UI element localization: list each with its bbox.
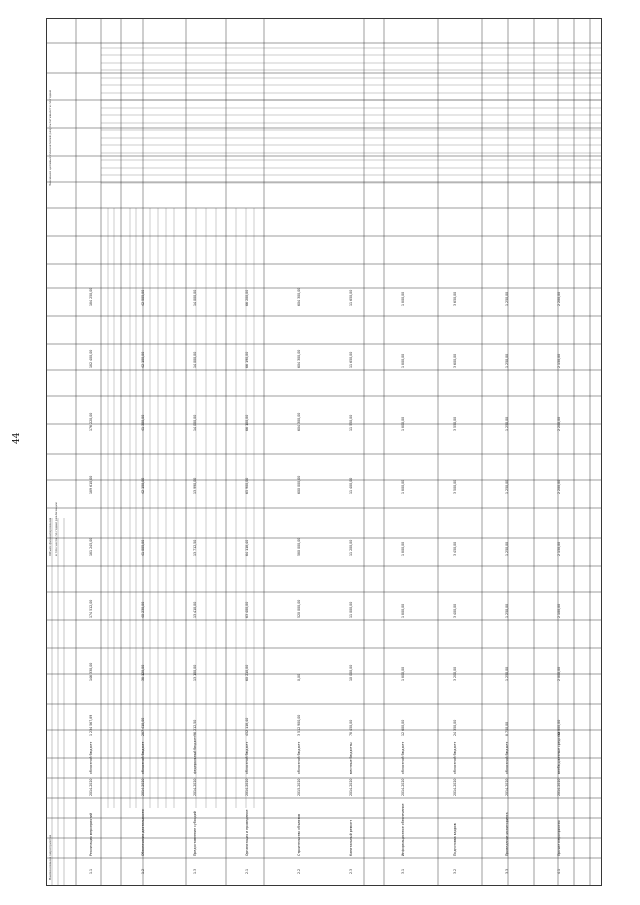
cell-total: 78 450,00 [349, 719, 353, 736]
cell-year-value: 1 250,00 [505, 416, 509, 431]
cell-name: Предоставление субсидий [193, 811, 197, 856]
cell-year-value: 176 220,00 [89, 412, 93, 431]
indicator-header: Значения целевых показателей результативности по годам [48, 90, 52, 186]
cell-year-value: 1 800,00 [401, 353, 405, 368]
cell-year-value: 60 210,00 [245, 664, 249, 681]
cell-year-value: 181 245,00 [89, 537, 93, 556]
cell-year-value: 63 400,00 [245, 601, 249, 618]
cell-year-value: 146 330,00 [89, 662, 93, 681]
cell-term: 2015-2020 [297, 778, 301, 796]
cell-name: Подготовка кадров [453, 823, 457, 856]
cell-name: Проведение мониторинга [505, 812, 509, 856]
cell-total: 452 118,40 [245, 717, 249, 736]
cell-year-value: 13 410,00 [193, 601, 197, 618]
table-content [46, 18, 602, 886]
cell-source: областной бюджет [141, 741, 145, 774]
cell-year-value: 3 500,00 [453, 479, 457, 494]
cell-year-value: 14 000,00 [193, 414, 197, 431]
cell-year-value: 11 200,00 [349, 539, 353, 556]
cell-year-value: 42 505,00 [141, 289, 145, 306]
cell-year-value: 2 150,00 [557, 353, 561, 368]
cell-year-value: 184 250,00 [89, 287, 93, 306]
cell-number: 1.3 [193, 868, 197, 874]
cell-source: областной бюджет [89, 741, 93, 774]
cell-year-value: 1 250,00 [505, 541, 509, 556]
cell-year-value: 41 300,00 [141, 414, 145, 431]
cell-year-value: 604 300,00 [297, 412, 301, 431]
cell-year-value: 66 100,00 [245, 414, 249, 431]
cell-source: областной бюджет [297, 741, 301, 774]
cell-name: Организация и проведение [245, 809, 249, 856]
cell-source: областной бюджет [401, 741, 405, 774]
cell-term: 2014-2020 [557, 778, 561, 796]
cell-name: Реализация мероприятий [89, 812, 93, 856]
cell-year-value: 1 800,00 [401, 666, 405, 681]
cell-year-value: 38 120,00 [141, 664, 145, 681]
cell-year-value: 14 000,00 [193, 289, 197, 306]
cell-name: Капитальный ремонт [349, 819, 353, 856]
cell-year-value: 182 400,00 [89, 349, 93, 368]
cell-year-value: 1 250,00 [505, 666, 509, 681]
cell-source: областной бюджет [505, 741, 509, 774]
cell-number: 3.3 [505, 868, 509, 874]
cell-year-value: 580 000,00 [297, 537, 301, 556]
cell-year-value: 10 000,00 [349, 664, 353, 681]
rotated-table-sheet [46, 18, 602, 886]
cell-term: 2014-2020 [349, 778, 353, 796]
cell-year-value: 1 250,00 [505, 291, 509, 306]
cell-year-value: 3 550,00 [453, 416, 457, 431]
cell-year-value: 1 800,00 [401, 416, 405, 431]
cell-year-value: 40 230,00 [141, 601, 145, 618]
cell-year-value: 2 000,00 [557, 666, 561, 681]
cell-year-value: 1 800,00 [401, 541, 405, 556]
cell-year-value: 2 200,00 [557, 291, 561, 306]
group-header: Объем финансирования [48, 517, 52, 556]
cell-year-value: 64 118,40 [245, 539, 249, 556]
cell-year-value: 3 450,00 [453, 541, 457, 556]
table-title: Наименование мероприятия [48, 834, 52, 880]
cell-year-value: 11 650,00 [349, 289, 353, 306]
cell-source: местные бюджеты [349, 742, 353, 774]
cell-year-value: 1 250,00 [505, 603, 509, 618]
cell-source: федеральный бюджет [193, 736, 197, 774]
cell-term: 2014-2020 [141, 778, 145, 796]
cell-year-value: 1 800,00 [401, 291, 405, 306]
cell-year-value: 11 400,00 [349, 477, 353, 494]
cell-term: 2014-2020 [401, 778, 405, 796]
cell-number: 3.2 [453, 868, 457, 874]
cell-year-value: 65 900,00 [245, 477, 249, 494]
cell-year-value: 3 600,00 [453, 353, 457, 368]
cell-number: 4.1 [557, 868, 561, 874]
cell-year-value: 41 005,00 [141, 539, 145, 556]
cell-year-value: 189 610,00 [89, 475, 93, 494]
cell-total: 8 750,00 [505, 721, 509, 736]
cell-year-value: 174 512,00 [89, 599, 93, 618]
cell-term: 2014-2020 [453, 778, 457, 796]
cell-year-value: 66 200,00 [245, 289, 249, 306]
cell-term: 2014-2020 [193, 778, 197, 796]
cell-source: внебюджетные средства [557, 731, 561, 774]
cell-year-value: 604 300,00 [297, 287, 301, 306]
cell-number: 1.1 [89, 868, 93, 874]
cell-term: 2014-2020 [505, 778, 509, 796]
cell-total: 24 350,00 [453, 719, 457, 736]
cell-total: 96 212,50 [193, 719, 197, 736]
sub-header: в том числе по годам реализации [54, 502, 58, 556]
cell-year-value: 1 800,00 [401, 479, 405, 494]
cell-year-value: 2 200,00 [557, 479, 561, 494]
cell-year-value: 13 712,50 [193, 539, 197, 556]
cell-total: 287 410,00 [141, 717, 145, 736]
cell-name: Строительство объектов [297, 813, 301, 856]
cell-year-value: 3 400,00 [453, 603, 457, 618]
page-number: 44 [12, 432, 22, 444]
cell-year-value: 2 100,00 [557, 603, 561, 618]
cell-year-value: 2 200,00 [557, 416, 561, 431]
cell-name: Прочие мероприятия [557, 820, 561, 856]
cell-source: областной бюджет [245, 741, 249, 774]
cell-year-value: 14 000,00 [193, 351, 197, 368]
cell-term: 2014-2020 [89, 778, 93, 796]
cell-year-value: 3 650,00 [453, 291, 457, 306]
cell-total: 1 234 567,89 [89, 714, 93, 736]
cell-year-value: 600 000,00 [297, 475, 301, 494]
cell-number: 2.1 [245, 868, 249, 874]
cell-year-value: 11 650,00 [349, 351, 353, 368]
cell-total: 3 512 900,00 [297, 714, 301, 736]
cell-number: 2.3 [349, 868, 353, 874]
cell-year-value: 42 100,00 [141, 351, 145, 368]
cell-year-value: 1 800,00 [401, 603, 405, 618]
cell-year-value: 1 250,00 [505, 353, 509, 368]
cell-year-value: 42 150,00 [141, 477, 145, 494]
cell-name: Обеспечение деятельности [141, 809, 145, 856]
cell-year-value: 11 550,00 [349, 414, 353, 431]
cell-year-value: 520 000,00 [297, 599, 301, 618]
cell-number: 2.2 [297, 868, 301, 874]
cell-total: 15 000,00 [557, 719, 561, 736]
cell-year-value: 3 200,00 [453, 666, 457, 681]
cell-year-value: 13 100,00 [193, 664, 197, 681]
cell-year-value: 13 990,00 [193, 477, 197, 494]
cell-name: Информационное обеспечение [401, 803, 405, 856]
cell-year-value: 604 300,00 [297, 349, 301, 368]
cell-term: 2014-2020 [245, 778, 249, 796]
cell-year-value: 66 190,00 [245, 351, 249, 368]
cell-year-value: 1 250,00 [505, 479, 509, 494]
cell-source: областной бюджет [453, 741, 457, 774]
cell-year-value: 0,00 [297, 673, 301, 681]
cell-number: 1.2 [141, 868, 145, 874]
cell-year-value: 2 150,00 [557, 541, 561, 556]
cell-year-value: 11 000,00 [349, 601, 353, 618]
cell-total: 12 600,00 [401, 719, 405, 736]
cell-number: 3.1 [401, 868, 405, 874]
